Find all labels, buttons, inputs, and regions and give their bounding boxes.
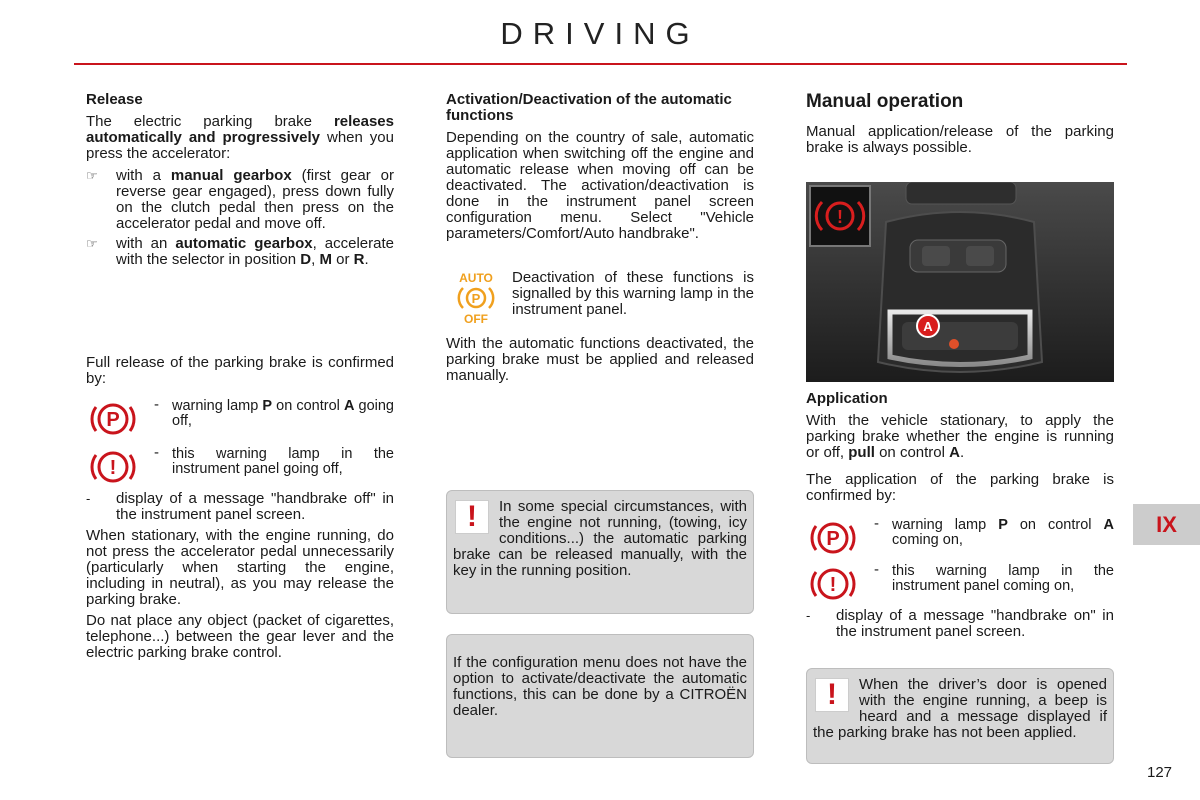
info-box-door-warning: ! When the driver’s door is opened with the engine running, a beep is heard and a message displayed if the parking brake has not been applied.: [806, 668, 1114, 764]
activation-heading: Activation/Deactivation of the automatic functions: [446, 91, 732, 124]
column-manual: [806, 92, 1114, 156]
auto-off-icon: [446, 270, 512, 330]
header-divider: [74, 63, 1127, 65]
chapter-tab[interactable]: IX: [1133, 504, 1200, 545]
deactivation-block: [446, 270, 754, 330]
svg-text:P: P: [471, 291, 481, 306]
info-box-manual-release: ! In some special circumstances, with the engine not running, (towing, icy conditions...) the automatic parking brake can be released manually, with the key in the running position.: [446, 490, 754, 614]
warning-exclamation-icon: !: [815, 678, 849, 712]
confirm-item-p-lamp: P - warning lamp P on control A going off,: [86, 397, 394, 441]
apply-item-warning-lamp: ! - this warning lamp in the instrument panel coming on,: [806, 562, 1114, 606]
full-release-text: Full release of the parking brake is confirmed by:: [86, 354, 394, 387]
stationary-warning-text: When stationary, with the engine running, do not press the accelerator pedal unnecessarily (particularly when starting the engine, including in neutral), as you may release the parking brake.: [86, 527, 394, 608]
application-confirmed-text: The application of the parking brake is confirmed by:: [806, 471, 1114, 504]
apply-item-message: - display of a message "handbrake on" in the instrument panel screen.: [806, 607, 1114, 640]
svg-text:A: A: [923, 319, 933, 334]
column-activation: [446, 92, 754, 384]
bullet-automatic-gearbox: ☞ with an automatic gearbox, accelerate with the selector in position D, M or R.: [86, 235, 394, 268]
apply-item-p-lamp: P - warning lamp P on control A coming on,: [806, 516, 1114, 560]
confirm-item-warning-lamp: ! - this warning lamp in the instrument panel going off,: [86, 445, 394, 489]
object-warning-text: Do nat place any object (packet of cigarettes, telephone...) between the gear lever and the electric parking brake control.: [86, 612, 394, 661]
parking-brake-p-icon: [86, 397, 142, 441]
deactivated-text: With the automatic functions deactivated, the parking brake must be applied and released manually.: [446, 335, 754, 384]
pointing-hand-icon: ☞: [86, 236, 98, 251]
info-box-dealer: If the configuration menu does not have the option to activate/deactivate the automatic functions, this can be done by a CITROËN dealer.: [446, 634, 754, 758]
pointing-hand-icon: ☞: [86, 168, 98, 183]
column-release: [86, 92, 394, 661]
bullet-manual-gearbox: ☞ with a manual gearbox (first gear or reverse gear engaged), press down fully on the clutch pedal then press on the accelerator pedal and move off.: [86, 167, 394, 232]
page-title: DRIVING: [500, 16, 700, 51]
svg-text:!: !: [837, 207, 843, 227]
manual-text: Manual application/release of the parking brake is always possible.: [806, 123, 1114, 156]
svg-text:P: P: [826, 528, 840, 550]
confirm-item-message: - display of a message "handbrake off" in the instrument panel screen.: [86, 490, 394, 523]
brake-warning-icon: [806, 562, 862, 606]
application-heading: Application: [806, 390, 888, 407]
deactivation-text: Deactivation of these functions is signalled by this warning lamp in the instrument panel.: [512, 269, 754, 318]
parking-brake-p-icon: [806, 516, 862, 560]
svg-text:AUTO: AUTO: [459, 271, 493, 285]
release-intro: The electric parking brake releases automatically and progressively when you press the accelerator:: [86, 113, 394, 162]
activation-text: Depending on the country of sale, automatic application when switching off the engine and automatic release when moving off can be deactivated. The activation/deactivation is done in the instrument panel screen configuration menu. Select "Vehicle parameters/Comfort/Auto handbrake".: [446, 129, 754, 242]
svg-text:P: P: [106, 409, 120, 431]
manual-heading: Manual operation: [806, 91, 964, 112]
parking-brake-control-photo: [806, 182, 1114, 382]
warning-exclamation-icon: !: [455, 500, 489, 534]
svg-text:!: !: [109, 457, 117, 479]
brake-warning-icon: [86, 445, 142, 489]
svg-text:!: !: [829, 574, 837, 596]
column-application: [806, 391, 1114, 640]
page-number: 127: [1147, 764, 1173, 781]
application-text: With the vehicle stationary, to apply the parking brake whether the engine is running or off, pull on control A.: [806, 412, 1114, 461]
release-heading: Release: [86, 91, 143, 108]
svg-text:OFF: OFF: [464, 312, 488, 326]
